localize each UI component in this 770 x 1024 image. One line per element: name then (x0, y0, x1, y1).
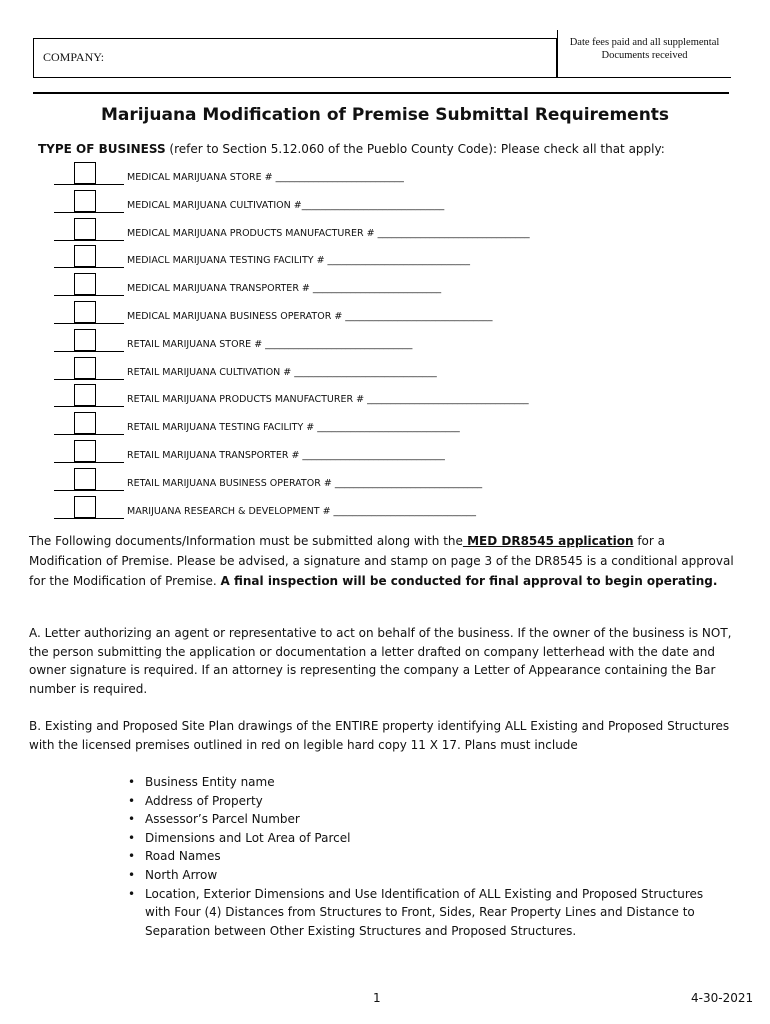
type-of-business-text: (refer to Section 5.12.060 of the Pueblo County Code): Please check all that apply: (165, 142, 665, 156)
checkbox[interactable] (74, 245, 96, 267)
check-label: MEDICAL MARIJUANA STORE # ___________________________ (127, 172, 404, 183)
type-of-business-label: TYPE OF BUSINESS (38, 142, 166, 156)
list-item: • Dimensions and Lot Area of Parcel (128, 829, 728, 848)
checkbox[interactable] (74, 496, 96, 518)
dr8545-link[interactable]: MED DR8545 application (462, 534, 634, 548)
check-label: MEDICAL MARIJUANA PRODUCTS MANUFACTURER # ________________________________ (127, 227, 530, 239)
check-label: MEDICAL MARIJUANA TRANSPORTER # ___________________________ (127, 283, 442, 295)
item-b-paragraph: B. Existing and Proposed Site Plan drawings of the ENTIRE property identifying ALL Existing and Proposed Structures with the licensed premises outlined in red on legible hard copy 11 X 17. Plans must include (29, 719, 730, 752)
final-inspection-note: A final inspection will be conducted for final approval to begin operating. (220, 574, 718, 588)
check-label: RETAIL MARIJUANA BUSINESS OPERATOR # _______________________________ (127, 477, 483, 489)
check-label: MEDICAL MARIJUANA BUSINESS OPERATOR # _______________________________ (127, 310, 493, 322)
list-item: • North Arrow (128, 866, 728, 885)
intro-paragraph: The Following documents/Information must be submitted along with the MED DR8545 application for a Modification of Premise. Please be advised, a signature and stamp on page 3 of the DR8545 is a conditional approval for the Modification of Premise. A final inspection will be conducted for final approval to begin operating. (29, 534, 734, 588)
list-item: • Address of Property (128, 792, 728, 811)
check-label: RETAIL MARIJUANA PRODUCTS MANUFACTURER # __________________________________ (127, 394, 529, 406)
checkbox[interactable] (74, 329, 96, 351)
check-label: RETAIL MARIJUANA TRANSPORTER # ______________________________ (127, 449, 445, 461)
check-label: MEDICAL MARIJUANA CULTIVATION #______________________________ (127, 199, 445, 211)
type-of-business-line (38, 142, 665, 156)
check-label: RETAIL MARIJUANA CULTIVATION # ______________________________ (127, 366, 437, 378)
revision-date: 4-30-2021 (691, 991, 754, 1005)
checkbox[interactable] (74, 162, 96, 184)
checkbox[interactable] (74, 440, 96, 462)
list-item: • Assessor’s Parcel Number (128, 810, 728, 829)
header-divider (33, 92, 729, 94)
checkbox[interactable] (74, 218, 96, 240)
item-a-paragraph: A. Letter authorizing an agent or representative to act on behalf of the business. If the owner of the business is NOT, the person submitting the application or documentation a letter drafted on company letterhead with the date and owner signature is required. If an attorney is representing the company a Letter of Appearance containing the Bar number is required. (29, 626, 732, 696)
checkbox[interactable] (74, 190, 96, 212)
company-label: COMPANY: (43, 50, 105, 64)
company-field[interactable] (33, 38, 557, 78)
list-item: • Business Entity name (128, 773, 728, 792)
check-label: MEDIACL MARIJUANA TESTING FACILITY # ______________________________ (127, 255, 471, 267)
fees-line-1: Date fees paid and all supplemental (569, 37, 720, 48)
check-label: RETAIL MARIJUANA STORE # _______________________________ (127, 338, 413, 350)
fees-line-2: Documents received (601, 50, 688, 61)
check-label: RETAIL MARIJUANA TESTING FACILITY # ______________________________ (127, 422, 460, 434)
check-label: MARIJUANA RESEARCH & DEVELOPMENT # ______________________________ (127, 505, 477, 517)
checkbox[interactable] (74, 468, 96, 490)
page-number: 1 (373, 991, 381, 1005)
page-title: Marijuana Modification of Premise Submittal Requirements (100, 105, 670, 125)
fees-received-box (557, 30, 731, 78)
site-plan-requirements-list (128, 773, 728, 940)
checkbox[interactable] (74, 273, 96, 295)
checkbox[interactable] (74, 384, 96, 406)
checkbox[interactable] (74, 301, 96, 323)
list-item: • Location, Exterior Dimensions and Use Identification of ALL Existing and Proposed Structures with Four (4) Distances from Structures to Front, Sides, Rear Property Lines and Distance to Separation between Other Existing Structures and Proposed Structures. (128, 885, 728, 941)
checkbox[interactable] (74, 357, 96, 379)
checkbox[interactable] (74, 412, 96, 434)
list-item: • Road Names (128, 847, 728, 866)
